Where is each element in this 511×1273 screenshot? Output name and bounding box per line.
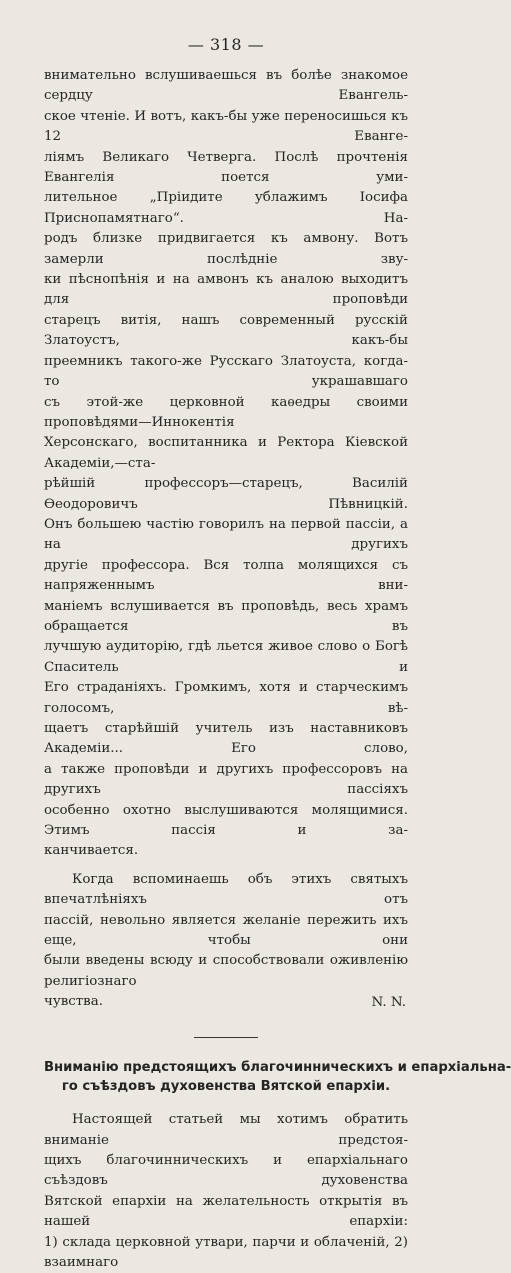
text-line: Настоящей статьей мы хотимъ обратить вниманіе предстоя- bbox=[44, 1112, 408, 1148]
text-line: Когда вспоминаешь объ этихъ святыхъ впечатлѣніяхъ отъ bbox=[44, 871, 408, 908]
page-number: — 318 — bbox=[187, 35, 265, 54]
text-line: щаетъ старѣйшій учитель изъ наставниковъ Академіи... Его слово, bbox=[44, 721, 408, 757]
text-line: рѣйшій профессоръ—старецъ, Василій Ѳеодоровичъ Пѣвницкій. bbox=[44, 476, 408, 512]
text-line: съ этой-же церковной каѳедры своими проповѣдями—Иннокентія bbox=[44, 394, 408, 430]
text-line: старецъ витія, нашъ современный русскій Златоустъ, какъ-бы bbox=[44, 312, 408, 349]
article-body bbox=[44, 66, 408, 1013]
text-line: а также проповѣди и другихъ профессоровъ на другихъ пассіяхъ bbox=[44, 761, 408, 798]
text-line: ки пѣснопѣнія и на амвонъ къ аналою выходитъ для проповѣди bbox=[44, 272, 408, 308]
text-line: маніемъ вслушивается въ проповѣдь, весь храмъ обращается въ bbox=[44, 598, 408, 634]
text-line: лучшую аудиторію, гдѣ льется живое слово о Богѣ Спаситель и bbox=[44, 639, 408, 675]
text-line: ское чтеніе. И вотъ, какъ-бы уже переносишься къ 12 Еванге- bbox=[44, 108, 408, 145]
heading-line: Вниманію предстоящихъ благочинническихъ и епархіальна- bbox=[44, 1060, 511, 1076]
text-line: ліямъ Великаго Четверга. Послѣ прочтенія Евангелія поется уми- bbox=[44, 149, 408, 186]
text-line: особенно охотно выслушиваются молящимися. Этимъ пассія и за- bbox=[44, 802, 408, 839]
text-line: Вятской епархіи на желательность открытія въ нашей епархіи: bbox=[44, 1193, 408, 1230]
text-line: пассій, невольно является желаніе пережить ихъ еще, чтобы они bbox=[44, 912, 408, 949]
text-line: Онъ большею частію говорилъ на первой пассіи, а на другихъ bbox=[44, 516, 408, 553]
text-line: канчивается. bbox=[44, 843, 139, 859]
author-signature: N. N. bbox=[371, 994, 406, 1010]
article-body-2 bbox=[44, 1110, 408, 1273]
section-divider bbox=[194, 1037, 258, 1038]
paragraph-1 bbox=[44, 66, 408, 862]
section-heading bbox=[44, 1058, 511, 1096]
text-line: лительное „Пріидите ублажимъ Іосифа Приснопамятнаго“. На- bbox=[44, 190, 408, 226]
text-line: 1) склада церковной утвари, парчи и облаченій, 2) взаимнаго bbox=[44, 1234, 408, 1270]
text-line: родъ близке придвигается къ амвону. Вотъ замерли послѣдніе зву- bbox=[44, 231, 408, 267]
text-line: другіе профессора. Вся толпа молящихся съ напряженнымъ вни- bbox=[44, 557, 408, 594]
text-line: Его страданіяхъ. Громкимъ, хотя и старческимъ голосомъ, вѣ- bbox=[44, 680, 408, 716]
paragraph-2 bbox=[44, 870, 408, 1013]
text-line: преемникъ такого-же Русскаго Златоуста, когда-то украшавшаго bbox=[44, 353, 408, 390]
heading-line: го съѣздовъ духовенства Вятской епархіи. bbox=[61, 1079, 391, 1095]
text-line: внимательно вслушиваешься въ болѣе знакомое сердцу Евангель- bbox=[44, 68, 408, 104]
paragraph-3 bbox=[44, 1110, 408, 1273]
text-line: щихъ благочинническихъ и епархіальнаго съѣздовъ духовенства bbox=[44, 1152, 408, 1189]
text-line: чувства. bbox=[44, 994, 103, 1010]
text-line: Херсонскаго, воспитанника и Ректора Кіевской Академіи,—ста- bbox=[44, 435, 408, 471]
text-line: были введены всюду и способствовали оживленію религіознаго bbox=[44, 953, 408, 989]
